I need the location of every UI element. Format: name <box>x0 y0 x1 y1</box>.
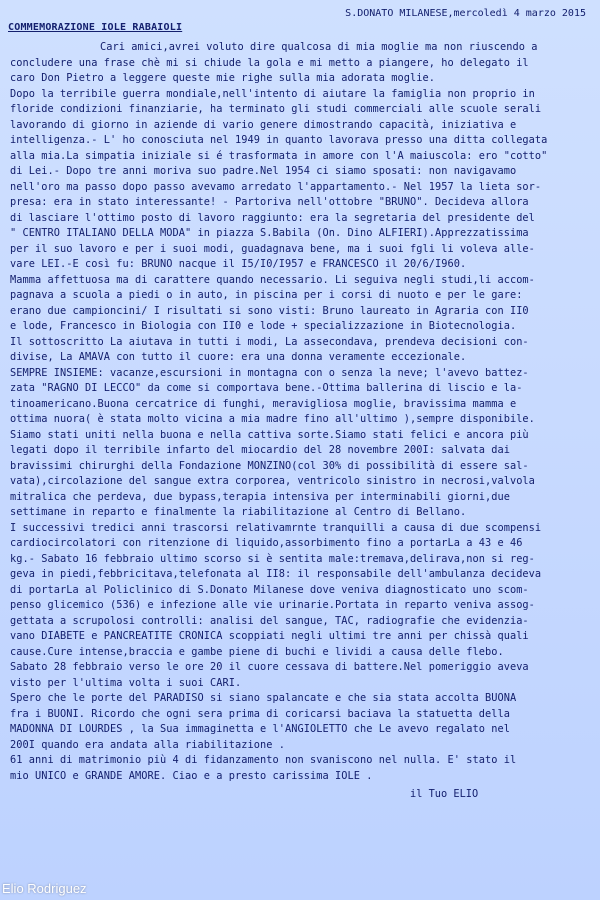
body-line: per il suo lavoro e per i suoi modi, guadagnava bene, ma i suoi fgli li voleva alle- <box>10 242 535 255</box>
body-line: nell'oro ma passo dopo passo avevamo arredato l'appartamento.- Nel 1957 la lieta sor- <box>10 180 542 193</box>
body-line: pagnava a scuola a piedi o in auto, in piscina per i corsi di nuoto e per le gare: <box>10 289 523 301</box>
place-date: S.DONATO MILANESE,mercoledì 4 marzo 2015 <box>345 8 586 19</box>
body-line: cardiocircolatori con ritenzione di liquido,assorbimento fino a portarLa a 43 e 46 <box>10 537 523 549</box>
body-line: MADONNA DI LOURDES , la Sua immaginetta e l'ANGIOLETTO che Le avevo regalato nel <box>10 723 510 735</box>
letter-body <box>10 40 592 784</box>
signature-line: il Tuo ELIO <box>410 788 479 800</box>
body-line: alla mia.La simpatia iniziale si é trasformata in amore con l'A maiuscola: ero "cotto" <box>10 149 548 162</box>
body-line: di Lei.- Dopo tre anni moriva suo padre.Nel 1954 ci siamo sposati: non navigavamo <box>10 165 517 177</box>
body-line: vano DIABETE e PANCREATITE CRONICA scoppiati negli ultimi tre anni per chissà quali <box>10 630 529 642</box>
body-line: floride condizioni finanziarie, ha terminato gli studi commerciali alle scuole serali <box>10 103 542 115</box>
document-title: COMMEMORAZIONE IOLE RABAIOLI <box>8 22 183 33</box>
body-line: vata),circolazione del sangue extra corporea, ventricolo sinistro in necrosi,valvola <box>10 475 535 487</box>
body-line: 61 anni di matrimonio più 4 di fidanzamento non svaniscono nel nulla. E' stato il <box>10 754 517 766</box>
body-line: SEMPRE INSIEME: vacanze,escursioni in montagna con o senza la neve; l'avevo battez- <box>10 366 529 379</box>
body-line: mio UNICO e GRANDE AMORE. Ciao e a presto carissima IOLE . <box>10 769 373 782</box>
body-line: bravissimi chirurghi della Fondazione MONZINO(col 30% di possibilità di essere sal- <box>10 459 529 472</box>
body-line: 200I quando era andata alla riabilitazione . <box>10 738 285 751</box>
body-line: Sabato 28 febbraio verso le ore 20 il cuore cessava di battere.Nel pomeriggio aveva <box>10 661 529 673</box>
body-line: caro Don Pietro a leggere queste mie righe sulla mia adorata moglie. <box>10 72 435 84</box>
body-line: presa: era in stato interessante! - Partoriva nell'ottobre "BRUNO". Decideva allora <box>10 196 529 208</box>
body-line: di lasciare l'ottimo posto di lavoro raggiunto: era la segretaria del presidente del <box>10 211 535 224</box>
body-line: Mamma affettuosa ma di carattere quando necessario. Li seguiva negli studi,li accom- <box>10 273 535 286</box>
body-line: visto per l'ultima volta i suoi CARI. <box>10 676 242 689</box>
body-line: mitralica che perdeva, due bypass,terapia intensiva per interminabili giorni,due <box>10 490 510 503</box>
body-line: erano due campioncini/ I risultati si sono visti: Bruno laureato in Agraria con II0 <box>10 304 529 317</box>
body-line: lavorando di giorno in aziende di vario genere dimostrando capacità, iniziativa e <box>10 118 517 131</box>
body-line: divise, La AMAVA con tutto il cuore: era una donna veramente eccezionale. <box>10 351 467 363</box>
body-line: " CENTRO ITALIANO DELLA MODA" in piazza S.Babila (On. Dino ALFIERI).Apprezzatissima <box>10 227 529 239</box>
body-line: zata "RAGNO DI LECCO" da come si comportava bene.-Ottima ballerina di liscio e la- <box>10 382 523 394</box>
photographer-watermark: Elio Rodriguez <box>2 881 87 896</box>
letter-header <box>8 8 592 33</box>
body-line: settimane in reparto e finalmente la riabilitazione al Centro di Bellano. <box>10 506 467 518</box>
body-line: concludere una frase chè mi si chiude la gola e mi metto a piangere, ho delegato il <box>10 56 529 69</box>
body-line: Dopo la terribile guerra mondiale,nell'intento di aiutare la famiglia non proprio in <box>10 87 535 100</box>
body-line: penso glicemico (536) e infezione alle vie urinarie.Portata in reparto veniva assog- <box>10 599 535 611</box>
body-line: Siamo stati uniti nella buona e nella cattiva sorte.Siamo stati felici e ancora più <box>10 428 529 441</box>
body-line: Spero che le porte del PARADISO si siano spalancate e che sia stata accolta BUONA <box>10 692 517 704</box>
body-line: kg.- Sabato 16 febbraio ultimo scorso si è sentita male:tremava,delirava,non si reg- <box>10 552 535 565</box>
body-line: geva in piedi,febbricitava,telefonata al II8: il responsabile dell'ambulanza decideva <box>10 568 542 580</box>
body-line: Cari amici,avrei voluto dire qualcosa di mia moglie ma non riuscendo a <box>100 41 538 53</box>
body-line: e lode, Francesco in Biologia con II0 e lode + specializzazione in Biotecnologia. <box>10 320 517 332</box>
body-line: ottima nuora( è stata molto vicina a mia madre fino all'ultimo ),sempre disponibile. <box>10 413 535 425</box>
body-line: fra i BUONI. Ricordo che ogni sera prima di coricarsi baciava la statuetta della <box>10 707 510 720</box>
body-line: Il sottoscritto La aiutava in tutti i modi, La assecondava, prendeva decisioni con- <box>10 335 529 348</box>
body-line: intelligenza.- L' ho conosciuta nel 1949 in quanto lavorava presso una ditta collegata <box>10 134 548 146</box>
body-line: tinoamericano.Buona cercatrice di funghi, meravigliosa moglie, bravissima mamma e <box>10 397 517 410</box>
body-line: I successivi tredici anni trascorsi relativamrnte tranquilli a causa di due scompensi <box>10 521 542 534</box>
body-line: vare LEI.-E così fu: BRUNO nacque il I5/I0/I957 e FRANCESCO il 20/6/I960. <box>10 258 467 270</box>
body-line: gettata a scrupolosi controlli: analisi del sangue, TAC, radiografie che evidenzia- <box>10 614 529 627</box>
body-line: legati dopo il terribile infarto del miocardio del 28 novembre 200I: salvata dai <box>10 444 510 456</box>
body-line: di portarLa al Policlinico di S.Donato Milanese dove veniva diagnosticato uno scom- <box>10 583 529 596</box>
body-line: cause.Cure intense,braccia e gambe piene di buchi e lividi a causa delle flebo. <box>10 645 504 658</box>
